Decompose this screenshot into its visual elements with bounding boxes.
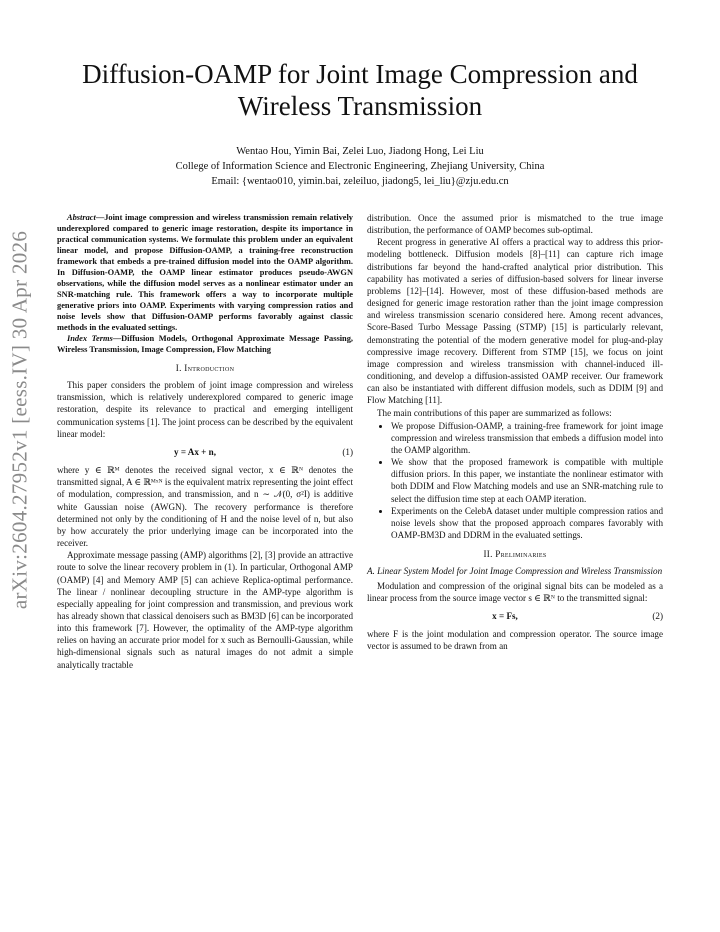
intro-paragraph-2: where y ∈ ℝᴹ denotes the received signal vector, x ∈ ℝᴺ denotes the transmitted signal, A ∈ ℝᴹˣᴺ is the equivalent matrix representing the joint effect of modulation, compression, and transmission, and n ∼ 𝒩(0, σ²I) is additive white Gaussian noise (AWGN). The recovery performance is therefore determined not only by the conditioning of H and the noise level of n, but also by how accurately the prior underlying image can be incorporated into the receiver. [57,465,353,549]
paper-title: Diffusion-OAMP for Joint Image Compression and Wireless Transmission [82,59,638,121]
author-names: Wentao Hou, Yimin Bai, Zelei Luo, Jiadong Hong, Lei Liu [236,146,484,157]
intro-paragraph-4: distribution. Once the assumed prior is mismatched to the true image distribution, the performance of OAMP becomes sub-optimal. [367,213,663,236]
abstract-label: Abstract [67,213,96,222]
list-item: • We propose Diffusion-OAMP, a training-free framework for joint image compression and wireless transmission that embeds a diffusion model into the OAMP algorithm. [391,420,663,456]
contributions-list [367,420,663,542]
section-heading-preliminaries: II. Preliminaries [483,549,547,560]
abstract-text: —Joint image compression and wireless transmission remain relatively underexplored compared to generic image restoration, despite its importance in practical communication systems. We formulate this problem under an equivalent linear model, and propose Diffusion-OAMP, a training-free reconstruction framework that embeds a pre-trained diffusion model into the OAMP algorithm. In Diffusion-OAMP, the OAMP linear estimator produces pseudo-AWGN observations, while the diffusion model serves as a nonlinear estimator under an SNR-matching rule. This framework offers a way to incorporate multiple generative priors into OAMP. Experiments with varying compression ratios and noise levels show that Diffusion-OAMP performs favorably against classic methods in the evaluated settings. [57,213,353,332]
arxiv-identifier: arXiv:2604.27952v1 [eess.IV] 30 Apr 2026 [7,230,32,610]
equation-2-number: (2) [652,610,663,621]
equation-2-body: x = Fs, [492,610,518,621]
author-block [60,144,660,189]
equation-1-number: (1) [342,446,353,457]
index-terms [57,333,353,355]
right-column [367,212,663,652]
intro-paragraph-6: The main contributions of this paper are summarized as follows: [377,407,612,418]
subsection-heading: A. Linear System Model for Joint Image Compression and Wireless Transmission [367,566,663,577]
prelim-paragraph-1: Modulation and compression of the original signal bits can be modeled as a linear process from the source image vector s ∈ ℝᴺ to the transmitted signal: [367,580,663,603]
equation-2 [367,610,663,622]
intro-paragraph-3: Approximate message passing (AMP) algorithms [2], [3] provide an attractive route to solve the linear recovery problem in (1). In particular, Orthogonal AMP (OAMP) [4] and Memory AMP [5] can achieve Replica-optimal performance. The linear / nonlinear decoupling structure in the AMP-type algorithm is especially appealing for joint compression and transmission, and previous work has already shown that classical denoisers such as BM3D [6] can be incorporated into this framework [7]. However, the optimality of the AMP-type algorithm relies on having an accurate prior model for x such as Bernoulli-Gaussian, while high-dimensional signals such as natural images do not admit a simple analytically tractable [57,550,353,670]
affiliation: College of Information Science and Electronic Engineering, Zhejiang University, China [175,161,545,172]
abstract [57,212,353,333]
left-column [57,212,353,671]
section-heading-introduction: I. Introduction [175,363,235,373]
intro-paragraph-1: This paper considers the problem of joint image compression and wireless transmission, which is relatively underexplored compared to generic image restoration, despite its relevance to practical and emerging intelligent communication systems [1]. The joint process can be described by the equivalent linear model: [57,380,353,439]
intro-paragraph-5: Recent progress in generative AI offers a practical way to address this prior-modeling bottleneck. Diffusion models [8]–[11] can capture rich image distributions far beyond the hand-crafted analytical prior distribution. This capability has motivated a series of diffusion-based solvers for linear inverse problems [12]–[14]. However, most of these diffusion-based methods are designed for generic image restoration rather than the joint image compression and wireless transmission scenario considered here. Among recent advances, Score-Based Turbo Message Passing (STMP) [15] is particularly relevant, demonstrating the potential of the modern generative model for plug-and-play compressive image recovery. Different from STMP [15], we focus on joint image compression and wireless transmission with channel-induced ill-conditioning, and develop a diffusion-assisted OAMP receiver. Our framework can also be instantiated with different diffusion models, such as DDIM [9] and Flow Matching [11]. [367,237,663,406]
equation-1-body: y = Ax + n, [174,446,216,457]
prelim-paragraph-2: where F is the joint modulation and compression operator. The source image vector is assumed to be drawn from an [367,629,663,652]
email: Email: {wentao010, yimin.bai, zeleiluo, jiadong5, lei_liu}@zju.edu.cn [211,176,509,187]
index-terms-text: —Diffusion Models, Orthogonal Approximate Message Passing, Wireless Transmission, Image Compression, Flow Matching [57,334,353,354]
list-item: • Experiments on the CelebA dataset under multiple compression ratios and noise levels show that the proposed approach compares favorably with OAMP-BM3D and DDRM in the evaluated settings. [391,505,663,541]
arxiv-sidebar [0,210,40,630]
equation-1 [57,446,353,458]
list-item: • We show that the proposed framework is compatible with multiple diffusion priors. In this paper, we instantiate the nonlinear estimator with both DDIM and Flow Matching models and use an SNR-matching rule to select the diffusion time step at each OAMP iteration. [391,456,663,505]
index-terms-label: Index Terms [67,334,113,343]
